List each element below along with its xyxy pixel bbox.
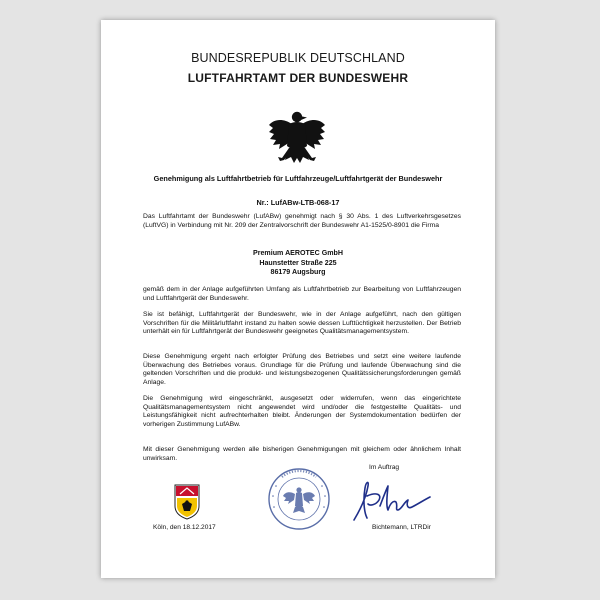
capability-paragraph: Sie ist befähigt, Luftfahrtgerät der Bundeswehr, wie in der Anlage aufgeführt, nach den gültigen Vorschriften für die Militärluftfahrt instand zu halten sowie dessen Lufttüchtigkeit herzustellen. Der Betrieb unterhält ein für Luftfahrtgerät der Bundeswehr geeignetes Qualitätsmanagementsystem. [143,311,461,336]
company-name: Premium AEROTEC GmbH [253,249,343,257]
revocation-paragraph: Die Genehmigung wird eingeschränkt, ausgesetzt oder widerrufen, wenn das eingerichtete Qualitätsmanagementsystem nicht angewendet wird und/oder die festgestellte Qualitäts- und Leistungsfähigkeit nicht aufrechterhalten bleibt. Änderungen der Systemdokumentation bedürfen der vorherigen Zustimmung LufABw. [143,395,461,428]
scope-paragraph: gemäß dem in der Anlage aufgeführten Umfang als Luftfahrtbetrieb zur Bearbeitung von Luftfahrzeugen und Luftfahrtgerät der Bundeswehr. [143,286,461,302]
luftwaffe-crest-icon [174,484,200,520]
company-city: 86179 Augsburg [270,268,326,277]
approval-subject: Genehmigung als Luftfahrtbetrieb für Luftfahrzeuge/Luftfahrtgerät der Bundeswehr [153,174,443,183]
intro-paragraph: Das Luftfahrtamt der Bundeswehr (LufABw) genehmigt nach § 30 Abs. 1 des Luftverkehrsgesetzes (LuftVG) in Verbindung mit Nr. 209 der Zentralvorschrift der Bundeswehr A1-1525/0-8901 die Firma [143,213,461,229]
reference-number: Nr.: LufABw-LTB-068-17 [256,198,340,207]
official-seal-stamp-icon [266,466,332,532]
supersession-paragraph: Mit dieser Genehmigung werden alle bisherigen Genehmigungen mit gleichem oder ähnlichem Inhalt unwirksam. [143,446,461,462]
surveillance-paragraph: Diese Genehmigung ergeht nach erfolgter Prüfung des Betriebes und setzt eine weitere laufende Überwachung des Betriebes voraus. Grundlage für die Prüfung und laufende Überwachung sind die geltenden Vorschriften und die produkt- und leistungsbezogenen Qualitätssicherungsforderungen gemäß Anlage. [143,353,461,386]
authority-heading: LUFTFAHRTAMT DER BUNDESWEHR [187,71,409,85]
on-behalf-label: Im Auftrag [369,464,400,471]
place-and-date: Köln, den 18.12.2017 [153,524,216,531]
handwritten-signature-icon [346,476,434,524]
company-street: Haunstetter Straße 225 [259,258,337,267]
certificate-page [101,20,495,578]
federal-eagle-icon [267,108,327,174]
company-address [101,249,495,278]
country-heading: BUNDESREPUBLIK DEUTSCHLAND [191,51,405,65]
signer-name: Bichtemann, LTRDir [372,524,431,531]
